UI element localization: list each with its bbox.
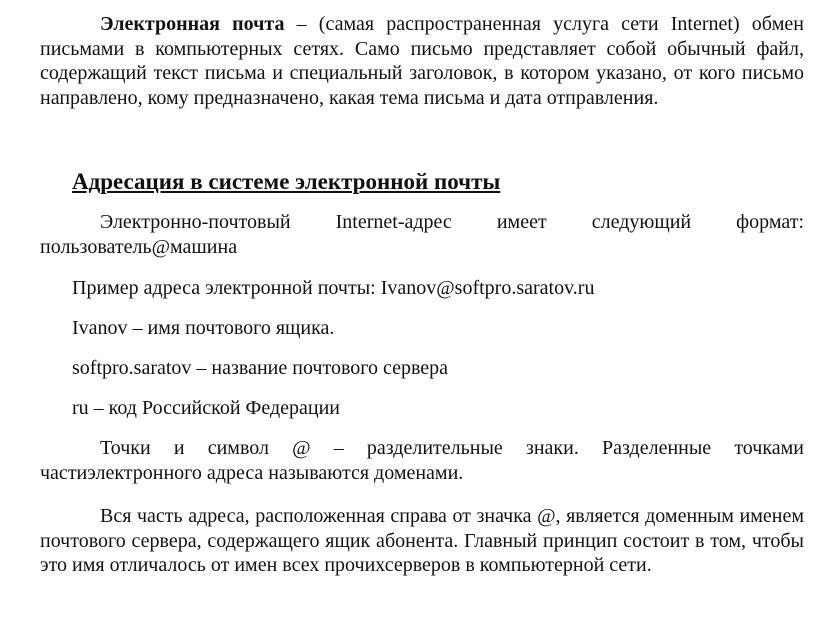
intro-paragraph [40, 12, 804, 110]
part-server-line: softpro.saratov – название почтового сервера [72, 357, 449, 379]
section-heading: Адресация в системе электронной почты [72, 169, 501, 194]
separators-paragraph: Точки и символ @ – разделительные знаки. Разделенные точками частиэлектронного адреса называются доменами. [40, 437, 804, 484]
part-mailbox-line: Ivanov – имя почтового ящика. [72, 317, 335, 339]
intro-text: – (самая распространенная услуга сети Internet) обмен письмами в компьютерных сетях. Само письмо представляет собой обычный файл, содержащий текст письма и специальный заголовок, в котором указано, от кого письмо направлено, кому предназначено, какая тема письма и дата отправления. [40, 13, 804, 109]
format-paragraph: Электронно-почтовый Internet-адрес имеет следующий формат: пользователь@машина [40, 211, 804, 258]
example-line: Пример адреса электронной почты: Ivanov@softpro.saratov.ru [72, 277, 595, 299]
domain-paragraph: Вся часть адреса, расположенная справа от значка @, является доменным именем почтового сервера, содержащего ящик абонента. Главный принцип состоит в том, чтобы это имя отличалось от имен всех прочихсерверов в компьютерной сети. [40, 505, 804, 576]
part-country-line: ru – код Российской Федерации [72, 397, 340, 419]
intro-term: Электронная почта [100, 13, 285, 35]
